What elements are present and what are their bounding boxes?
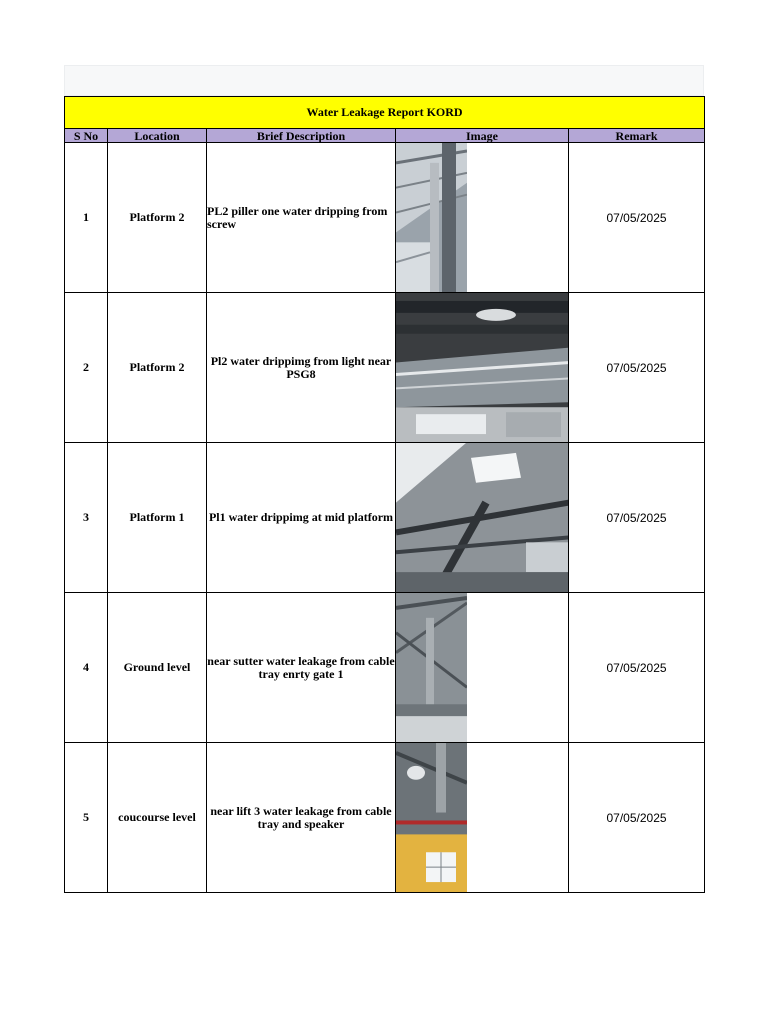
row-description: Pl2 water drippimg from light near PSG8: [207, 293, 396, 443]
table-row: [65, 593, 705, 743]
row-remark: 07/05/2025: [569, 743, 705, 893]
leakage-report-table: [64, 96, 705, 893]
row-sno: 2: [65, 293, 108, 443]
header-remark: Remark: [569, 129, 705, 143]
row-remark: 07/05/2025: [569, 443, 705, 593]
row-sno: 5: [65, 743, 108, 893]
row-sno: 3: [65, 443, 108, 593]
row-location: Platform 1: [108, 443, 207, 593]
table-row: [65, 443, 705, 593]
row-image-cell: [396, 743, 569, 893]
header-image: Image: [396, 129, 569, 143]
row-description: Pl1 water drippimg at mid platform: [207, 443, 396, 593]
row-remark: 07/05/2025: [569, 593, 705, 743]
row-location: coucourse level: [108, 743, 207, 893]
row-sno: 1: [65, 143, 108, 293]
header-row: [65, 129, 705, 143]
report-title: Water Leakage Report KORD: [65, 97, 705, 129]
sheet-top-band: [64, 65, 704, 96]
row-description: near lift 3 water leakage from cable tray and speaker: [207, 743, 396, 893]
header-sno: S No: [65, 129, 108, 143]
photo-roof-pillar-icon: [396, 143, 467, 292]
row-description: near sutter water leakage from cable tray enrty gate 1: [207, 593, 396, 743]
header-location: Location: [108, 129, 207, 143]
photo-roof-light-icon: [396, 293, 569, 442]
row-sno: 4: [65, 593, 108, 743]
row-image-cell: [396, 143, 569, 293]
table-row: [65, 293, 705, 443]
photo-cable-tray-icon: [396, 593, 467, 742]
row-location: Ground level: [108, 593, 207, 743]
row-remark: 07/05/2025: [569, 293, 705, 443]
row-image-cell: [396, 593, 569, 743]
row-image-cell: [396, 443, 569, 593]
photo-concourse-speaker-icon: [396, 743, 467, 892]
row-remark: 07/05/2025: [569, 143, 705, 293]
row-description: PL2 piller one water dripping from screw: [207, 143, 396, 293]
row-location: Platform 2: [108, 293, 207, 443]
photo-roof-skylight-icon: [396, 443, 569, 592]
table-row: [65, 143, 705, 293]
header-description: Brief Description: [207, 129, 396, 143]
row-image-cell: [396, 293, 569, 443]
table-row: [65, 743, 705, 893]
row-location: Platform 2: [108, 143, 207, 293]
